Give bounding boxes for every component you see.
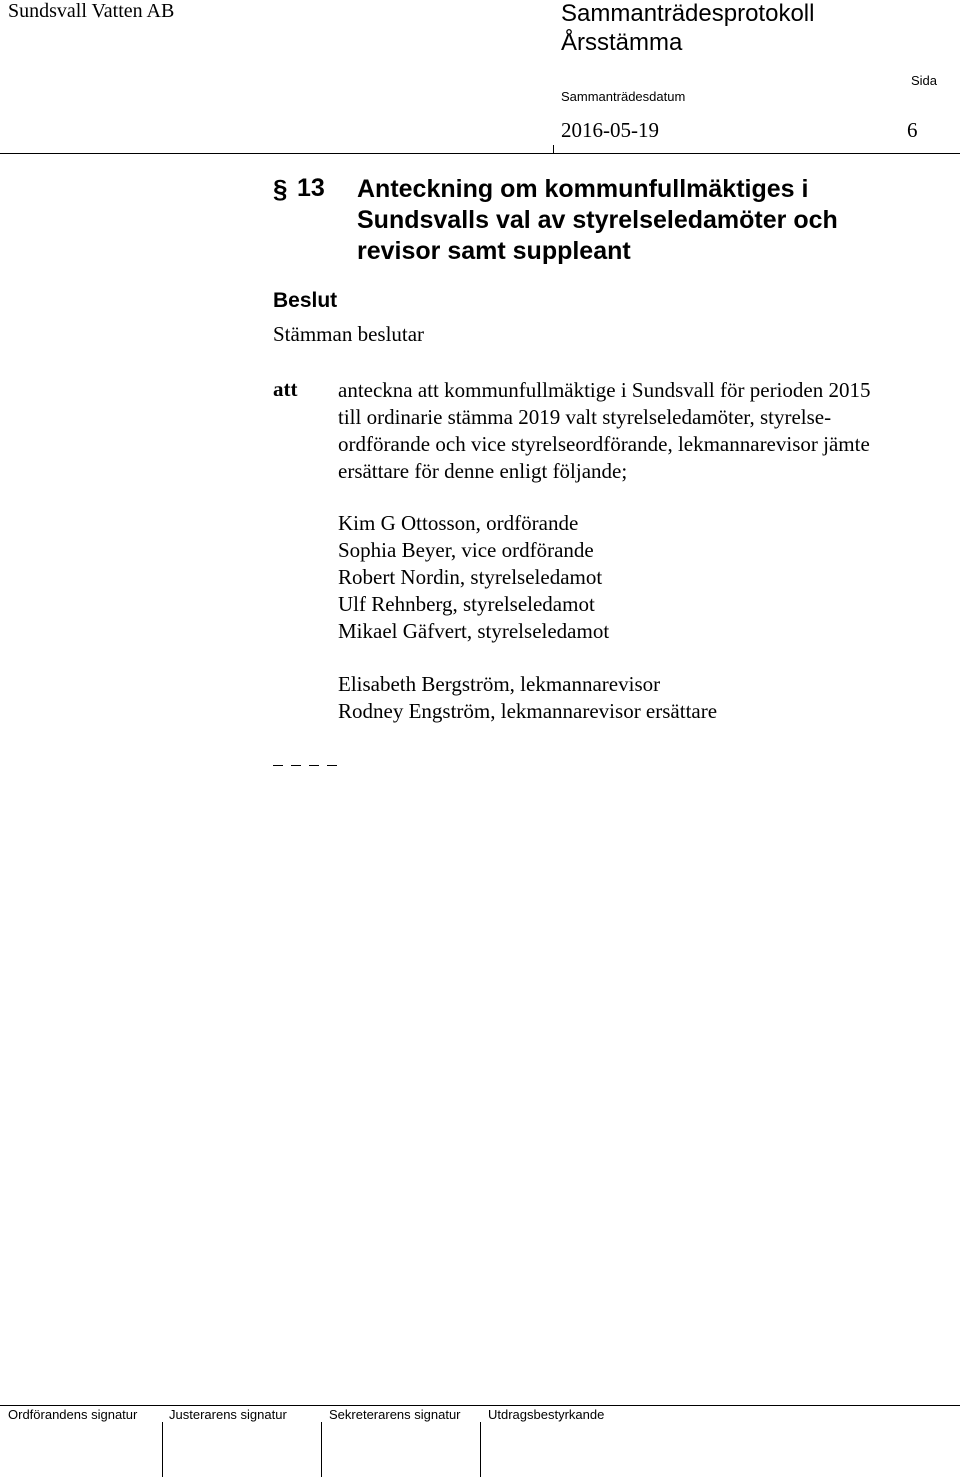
extract-certification-label: Utdragsbestyrkande [488,1407,605,1422]
list-item: Rodney Engström, lekmannarevisor ersättare [338,699,718,723]
list-item: Ulf Rehnberg, styrelseledamot [338,592,595,616]
auditors-list [338,671,717,725]
page-label: Sida [911,73,938,88]
signature-box-divider [321,1422,322,1477]
footer-divider [0,1405,960,1406]
signature-box-divider [162,1422,163,1477]
document-type: Sammanträdesprotokoll [561,0,815,27]
page-number: 6 [907,118,918,142]
signature-box-divider [480,1422,481,1477]
list-item: Mikael Gäfvert, styrelseledamot [338,619,610,643]
section-title-line: revisor samt suppleant [357,237,631,265]
adjuster-signature-label: Justerarens signatur [169,1407,287,1422]
decision-text-line: ordförande och vice styrelseordförande, lekmannarevisor jämte [338,432,870,456]
decision-text-line: anteckna att kommunfullmäktige i Sundsvall för perioden 2015 [338,378,871,402]
list-item: Kim G Ottosson, ordförande [338,511,579,535]
section-title [357,174,917,267]
decision-keyword: att [273,377,298,401]
decision-text [338,377,938,485]
list-item: Robert Nordin, styrelseledamot [338,565,603,589]
meeting-date: 2016-05-19 [561,118,659,142]
section-title-line: Anteckning om kommunfullmäktiges i [357,175,809,203]
chairman-signature-label: Ordförandens signatur [8,1407,138,1422]
board-members-list [338,510,609,645]
list-item: Elisabeth Bergström, lekmannarevisor [338,672,661,696]
organization-name: Sundsvall Vatten AB [8,0,175,22]
header-divider-tick [553,145,554,153]
decision-intro: Stämman beslutar [273,322,425,346]
section-title-line: Sundsvalls val av styrelseledamöter och [357,206,838,234]
meeting-date-label: Sammanträdesdatum [561,89,686,104]
section-sign: § [273,174,288,204]
decision-text-line: till ordinarie stämma 2019 valt styrelseledamöter, styrelse- [338,405,832,429]
decision-heading: Beslut [273,289,338,312]
list-item: Sophia Beyer, vice ordförande [338,538,594,562]
section-number: 13 [297,174,325,202]
decision-text-line: ersättare för denne enligt följande; [338,459,628,483]
meeting-type: Årsstämma [561,29,683,56]
header-divider [0,153,960,154]
secretary-signature-label: Sekreterarens signatur [329,1407,461,1422]
